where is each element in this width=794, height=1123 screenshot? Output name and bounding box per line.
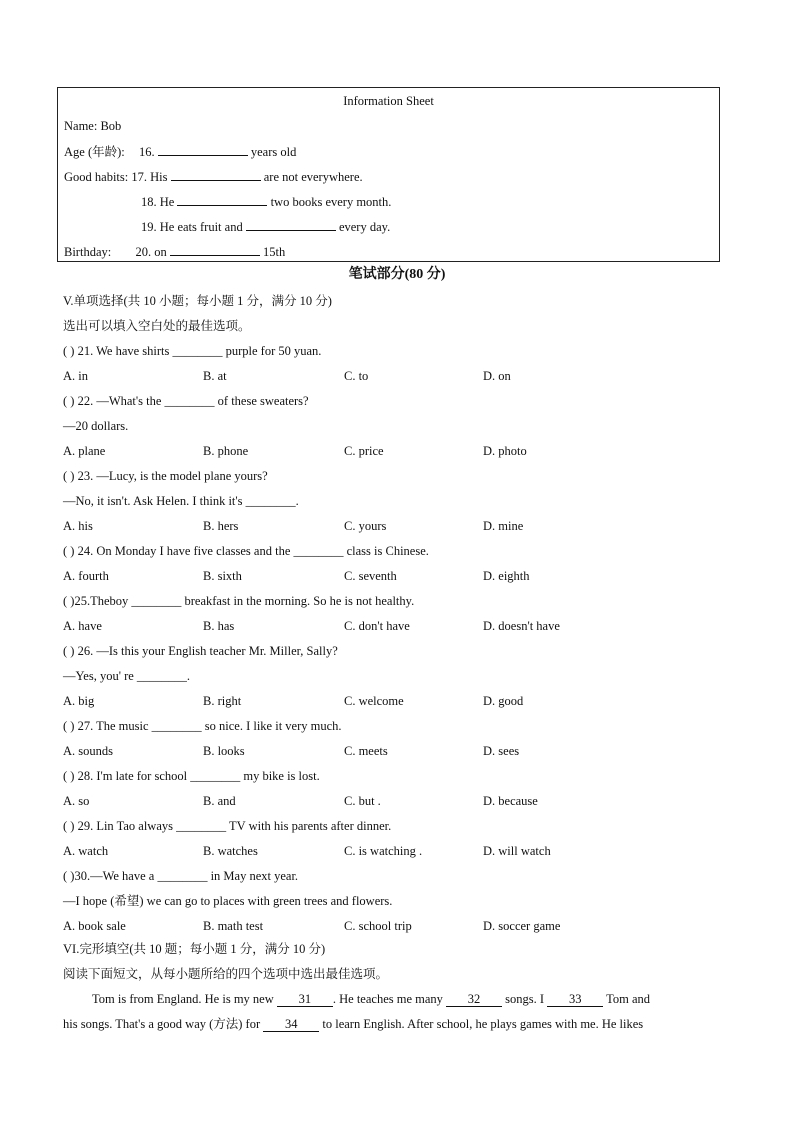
answer-option[interactable]: B. right bbox=[203, 694, 242, 708]
cloze-blank-32[interactable]: 32 bbox=[446, 992, 502, 1007]
question-dialogue-line: —Yes, you' re ________. bbox=[63, 669, 191, 683]
cloze-line-2 bbox=[63, 1016, 729, 1032]
habits-label: Good habits: bbox=[64, 170, 129, 184]
answer-option[interactable]: D. eighth bbox=[483, 569, 530, 583]
cloze-text: Tom is from England. He is my new bbox=[92, 992, 274, 1006]
answer-option[interactable]: B. has bbox=[203, 619, 235, 633]
q16-blank[interactable] bbox=[158, 143, 248, 156]
birthday-label: Birthday: bbox=[64, 245, 112, 259]
q20-blank[interactable] bbox=[170, 243, 260, 256]
question-dialogue-line: —20 dollars. bbox=[63, 419, 129, 433]
info-sheet-title: Information Sheet bbox=[343, 94, 434, 108]
info-q20-line bbox=[64, 243, 285, 260]
q19-prefix: 19. He eats fruit and bbox=[141, 220, 243, 234]
question-stem: ( ) 28. I'm late for school ________ my bike is lost. bbox=[63, 769, 320, 783]
answer-option[interactable]: A. in bbox=[63, 369, 88, 383]
answer-option[interactable]: A. big bbox=[63, 694, 95, 708]
info-q18-line bbox=[141, 193, 391, 210]
section5-instruction: 选出可以填入空白处的最佳选项。 bbox=[63, 319, 251, 333]
answer-option[interactable]: C. is watching . bbox=[344, 844, 423, 858]
answer-option[interactable]: C. don't have bbox=[344, 619, 410, 633]
question-stem: ( )30.—We have a ________ in May next year. bbox=[63, 869, 299, 883]
answer-option[interactable]: D. on bbox=[483, 369, 511, 383]
question-stem: ( ) 22. —What's the ________ of these sweaters? bbox=[63, 394, 309, 408]
cloze-blank-34[interactable]: 34 bbox=[263, 1017, 319, 1032]
answer-option[interactable]: B. watches bbox=[203, 844, 258, 858]
answer-option[interactable]: C. yours bbox=[344, 519, 387, 533]
q18-suffix: two books every month. bbox=[270, 195, 392, 209]
cloze-text: his songs. That's a good way (方法) for bbox=[63, 1017, 261, 1031]
answer-option[interactable]: B. phone bbox=[203, 444, 249, 458]
info-name-line: Name: Bob bbox=[64, 119, 122, 133]
information-sheet-box bbox=[57, 87, 720, 262]
answer-option[interactable]: B. math test bbox=[203, 919, 264, 933]
answer-option[interactable]: A. have bbox=[63, 619, 102, 633]
answer-option[interactable]: B. at bbox=[203, 369, 227, 383]
question-stem: ( ) 21. We have shirts ________ purple for 50 yuan. bbox=[63, 344, 322, 358]
cloze-text: Tom and bbox=[606, 992, 651, 1006]
question-stem: ( ) 26. —Is this your English teacher Mr. Miller, Sally? bbox=[63, 644, 338, 658]
answer-option[interactable]: D. will watch bbox=[483, 844, 551, 858]
question-stem: ( ) 29. Lin Tao always ________ TV with his parents after dinner. bbox=[63, 819, 392, 833]
age-suffix: years old bbox=[250, 145, 297, 159]
answer-option[interactable]: D. because bbox=[483, 794, 538, 808]
q20-prefix: 20. on bbox=[135, 245, 167, 259]
answer-option[interactable]: A. fourth bbox=[63, 569, 109, 583]
question-stem: ( ) 27. The music ________ so nice. I like it very much. bbox=[63, 719, 342, 733]
q20-suffix: 15th bbox=[262, 245, 286, 259]
answer-option[interactable]: A. watch bbox=[63, 844, 109, 858]
answer-option[interactable]: D. mine bbox=[483, 519, 524, 533]
q17-prefix: 17. His bbox=[131, 170, 168, 184]
q16-number: 16. bbox=[139, 145, 155, 159]
answer-option[interactable]: A. sounds bbox=[63, 744, 114, 758]
info-q17-line bbox=[64, 168, 363, 185]
q17-suffix: are not everywhere. bbox=[263, 170, 363, 184]
answer-option[interactable]: C. meets bbox=[344, 744, 388, 758]
q19-blank[interactable] bbox=[246, 218, 336, 231]
answer-option[interactable]: D. good bbox=[483, 694, 524, 708]
q18-blank[interactable] bbox=[177, 193, 267, 206]
question-stem: ( ) 23. —Lucy, is the model plane yours? bbox=[63, 469, 268, 483]
q17-blank[interactable] bbox=[171, 168, 261, 181]
written-part-title: 笔试部分(80 分) bbox=[348, 267, 446, 282]
question-dialogue-line: —No, it isn't. Ask Helen. I think it's ________. bbox=[63, 494, 299, 508]
q18-prefix: 18. He bbox=[141, 195, 175, 209]
age-label: Age (年龄): bbox=[64, 145, 125, 159]
answer-option[interactable]: C. welcome bbox=[344, 694, 404, 708]
question-stem: ( )25.Theboy ________ breakfast in the morning. So he is not healthy. bbox=[63, 594, 415, 608]
answer-option[interactable]: B. sixth bbox=[203, 569, 242, 583]
section6-heading: VI.完形填空(共 10 题；每小题 1 分，满分 10 分) bbox=[63, 942, 326, 956]
question-dialogue-line: —I hope (希望) we can go to places with green trees and flowers. bbox=[63, 894, 393, 908]
answer-option[interactable]: D. photo bbox=[483, 444, 527, 458]
cloze-line-1 bbox=[92, 991, 758, 1007]
cloze-blank-33[interactable]: 33 bbox=[547, 992, 603, 1007]
section5-heading: V.单项选择(共 10 小题；每小题 1 分，满分 10 分) bbox=[63, 294, 332, 308]
question-stem: ( ) 24. On Monday I have five classes and the ________ class is Chinese. bbox=[63, 544, 429, 558]
answer-option[interactable]: D. sees bbox=[483, 744, 520, 758]
q19-suffix: every day. bbox=[338, 220, 391, 234]
answer-option[interactable]: A. so bbox=[63, 794, 90, 808]
answer-option[interactable]: A. book sale bbox=[63, 919, 126, 933]
cloze-text: . He teaches me many bbox=[332, 992, 443, 1006]
answer-option[interactable]: C. but . bbox=[344, 794, 381, 808]
answer-option[interactable]: C. school trip bbox=[344, 919, 412, 933]
answer-option[interactable]: A. plane bbox=[63, 444, 106, 458]
section6-instruction: 阅读下面短文，从每小题所给的四个选项中选出最佳选项。 bbox=[63, 967, 389, 981]
answer-option[interactable]: C. seventh bbox=[344, 569, 397, 583]
answer-option[interactable]: C. price bbox=[344, 444, 384, 458]
answer-option[interactable]: B. hers bbox=[203, 519, 239, 533]
answer-option[interactable]: A. his bbox=[63, 519, 93, 533]
cloze-text: to learn English. After school, he plays games with me. He likes bbox=[322, 1017, 644, 1031]
answer-option[interactable]: D. soccer game bbox=[483, 919, 561, 933]
cloze-blank-31[interactable]: 31 bbox=[277, 992, 333, 1007]
info-q19-line bbox=[141, 218, 390, 235]
answer-option[interactable]: B. and bbox=[203, 794, 236, 808]
info-age-line bbox=[64, 143, 296, 160]
answer-option[interactable]: D. doesn't have bbox=[483, 619, 560, 633]
answer-option[interactable]: C. to bbox=[344, 369, 369, 383]
cloze-text: songs. I bbox=[505, 992, 545, 1006]
answer-option[interactable]: B. looks bbox=[203, 744, 245, 758]
